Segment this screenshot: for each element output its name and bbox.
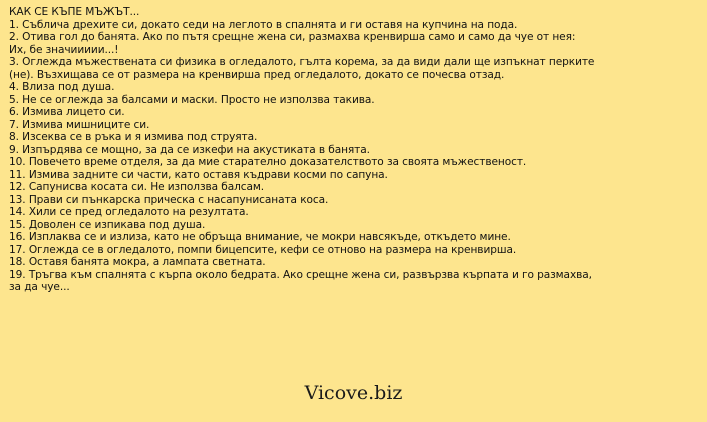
joke-line: 18. Оставя банята мокра, а лампата светната. <box>9 256 266 268</box>
joke-line: 7. Измива мишниците си. <box>9 118 150 131</box>
joke-line: 6. Измива лицето си. <box>9 106 125 118</box>
joke-line: 16. Изплаква се и излиза, като не обръща внимание, че мокри навсякъде, откъдето мине. <box>9 231 511 243</box>
joke-line: 19. Тръгва към спалнята с кърпа около бедрата. Ако срещне жена си, развързва кърпата и го размахва, за да чуе... <box>9 268 592 293</box>
joke-line: 12. Сапунисва косата си. Не използва балсам. <box>9 181 265 193</box>
joke-line: Их, бе значиииии...! <box>9 43 119 56</box>
joke-line: 5. Не се оглежда за балсами и маски. Просто не използва такива. <box>9 93 375 106</box>
joke-line: 9. Изпърдява се мощно, за да се изкефи на акустиката в банята. <box>9 143 370 156</box>
joke-line: 8. Изсеква се в ръка и я измива под струята. <box>9 131 258 143</box>
joke-line: 10. Повечето време отделя, за да мие старателно доказателството за своята мъжественост. <box>9 156 527 168</box>
joke-line: 15. Доволен се изпикава под душа. <box>9 218 206 231</box>
joke-line: 13. Прави си пънкарска прическа с насапунисаната коса. <box>9 193 329 206</box>
joke-line: 1. Съблича дрехите си, докато седи на леглото в спалнята и ги оставя на купчина на пода. <box>9 18 518 31</box>
joke-line: 3. Оглежда мъжествената си физика в огледалото, гълта корема, за да види дали ще изпъкнат перките (не). Възхищава се от размера на кренвирша пред огледалото, докато се почесва отзад. <box>9 56 595 81</box>
joke-line: 17. Оглежда се в огледалото, помпи бицепсите, кефи се отново на размера на кренвирша. <box>9 243 517 256</box>
joke-title: КАК СЕ КЪПЕ МЪЖЪТ... <box>9 6 140 18</box>
joke-line: 11. Измива задните си части, като оставя къдрави косми по сапуна. <box>9 168 388 181</box>
site-watermark: Vicove.biz <box>304 382 403 404</box>
joke-line: 2. Отива гол до банята. Ако по пътя срещне жена си, размахва кренвирша само и само да чуе от нея: <box>9 31 576 43</box>
joke-line: 14. Хили се пред огледалото на резултата. <box>9 206 249 218</box>
joke-line: 4. Влиза под душа. <box>9 81 115 93</box>
joke-text <box>9 6 601 294</box>
